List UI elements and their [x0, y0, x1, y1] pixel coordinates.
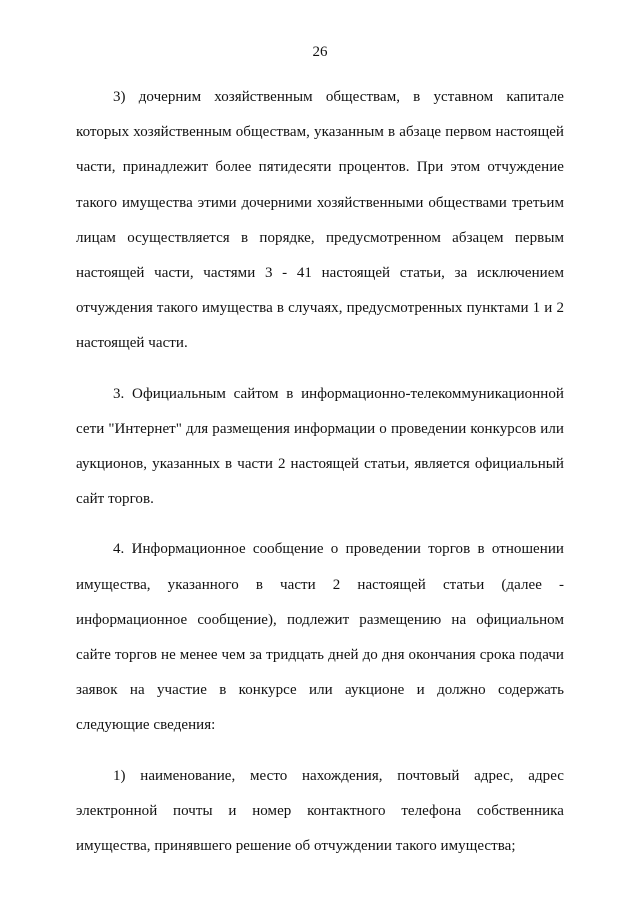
paragraph-part-4: 4. Информационное сообщение о проведении торгов в отношении имущества, указанного в части 2 настоящей статьи (далее - информационное сообщение), подлежит размещению на официальном сайте торгов не менее чем за тридцать дней до дня окончания срока подачи заявок на участие в конкурсе или аукционе и должно содержать следующие сведения: [76, 541, 564, 734]
paragraph-part-3: 3. Официальным сайтом в информационно-телекоммуникационной сети "Интернет" для размещения информации о проведении конкурсов или аукционов, указанных в части 2 настоящей статьи, является официальный сайт торгов. [76, 385, 564, 508]
document-body [76, 80, 564, 864]
paragraph-item-3: 3) дочерним хозяйственным обществам, в уставном капитале которых хозяйственным обществам, указанным в абзаце первом настоящей части, принадлежит более пятидесяти процентов. При этом отчуждение такого имущества этими дочерними хозяйственными обществами третьим лицам осуществляется в порядке, предусмотренном абзацем первым настоящей части, частями 3 - 41 настоящей статьи, за исключением отчуждения такого имущества в случаях, предусмотренных пунктами 1 и 2 настоящей части. [76, 89, 564, 352]
page-number: 26 [312, 44, 328, 60]
paragraph-part-4-item-1: 1) наименование, место нахождения, почтовый адрес, адрес электронной почты и номер контактного телефона собственника имущества, принявшего решение об отчуждении такого имущества; [76, 767, 564, 855]
